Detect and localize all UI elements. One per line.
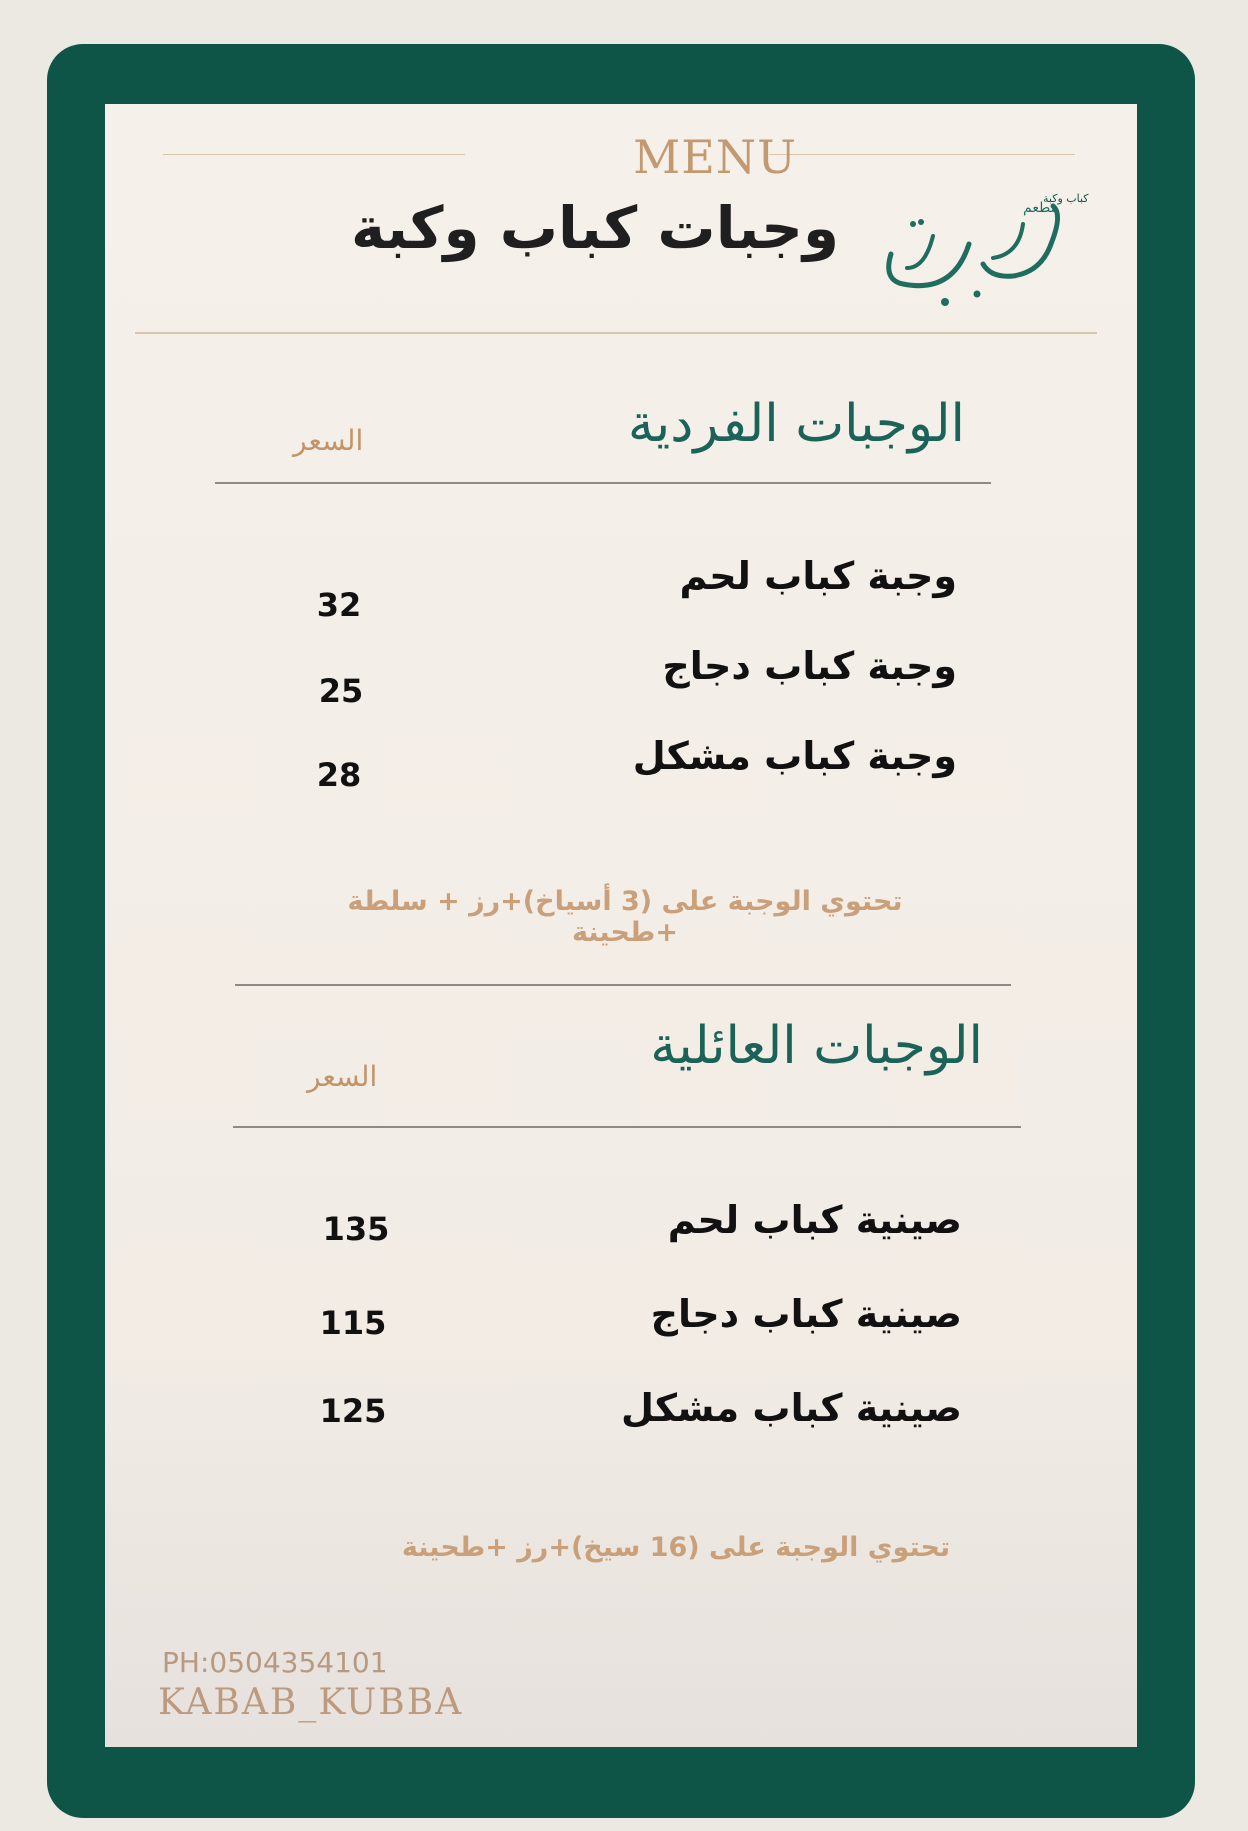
menu-item-name: صينية كباب مشكل (620, 1386, 962, 1430)
social-handle: KABAB_KUBBA (158, 1682, 464, 1723)
svg-text:مطعم: مطعم (1023, 200, 1059, 216)
section-title-individual: الوجبات الفردية (627, 394, 965, 454)
menu-card (105, 104, 1137, 1747)
menu-item-name: صينية كباب دجاج (650, 1292, 962, 1336)
page-title: وجبات كباب وكبة (350, 194, 840, 262)
menu-item-price: 32 (316, 586, 362, 624)
price-column-label: السعر (307, 1060, 378, 1093)
menu-heading: MENU (633, 130, 797, 184)
menu-item-name: وجبة كباب لحم (679, 554, 957, 598)
menu-item-price: 28 (316, 756, 362, 794)
menu-item-price: 135 (322, 1210, 390, 1248)
brand-logo (873, 184, 1089, 318)
logo-text: كباب وكبة (1043, 192, 1089, 205)
menu-item-price: 125 (319, 1392, 387, 1430)
header-rule-left (163, 154, 465, 155)
menu-item-name: وجبة كباب دجاج (662, 644, 957, 688)
menu-item-price: 115 (319, 1304, 387, 1342)
phone-number: PH:0504354101 (162, 1646, 388, 1679)
section-note: تحتوي الوجبة على (16 سيخ)+رز +طحينة (401, 1532, 951, 1563)
section-rule (233, 1126, 1021, 1128)
section-title-family: الوجبات العائلية (650, 1016, 983, 1076)
header-divider (135, 332, 1097, 334)
menu-item-name: صينية كباب لحم (667, 1198, 962, 1242)
menu-item-price: 25 (318, 672, 364, 710)
section-divider (235, 984, 1011, 986)
menu-item-name: وجبة كباب مشكل (632, 734, 957, 778)
section-rule (215, 482, 991, 484)
price-column-label: السعر (293, 424, 364, 457)
section-note: تحتوي الوجبة على (3 أسياخ)+رز + سلطة +طحينة (347, 886, 903, 948)
